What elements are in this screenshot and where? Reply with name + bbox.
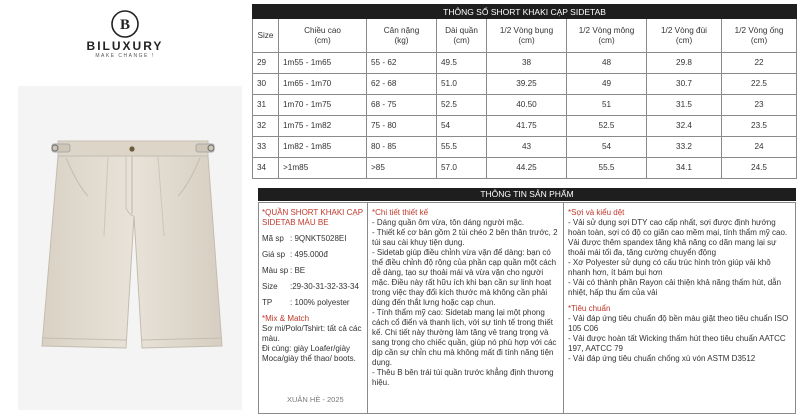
table-cell: 43	[487, 137, 567, 158]
table-cell: 55.5	[567, 158, 647, 179]
table-cell: 34	[253, 158, 279, 179]
khaki-shorts-illustration	[18, 86, 242, 410]
spec-row	[262, 298, 364, 308]
product-photo	[18, 86, 242, 410]
table-cell: 55 - 62	[367, 53, 437, 74]
table-cell: 33	[253, 137, 279, 158]
table-cell: 1m55 - 1m65	[279, 53, 367, 74]
table-cell: 32.4	[647, 116, 722, 137]
table-cell: 1m75 - 1m82	[279, 116, 367, 137]
product-spec-column	[259, 203, 367, 413]
standard-title: *Tiêu chuẩn	[568, 304, 611, 313]
table-cell: 40.50	[487, 95, 567, 116]
column-header: 1/2 Vòng bụng (cm)	[487, 19, 567, 53]
table-row	[253, 158, 797, 179]
spec-row	[262, 266, 364, 276]
table-cell: 39.25	[487, 74, 567, 95]
table-cell: 31	[253, 95, 279, 116]
table-cell: 32	[253, 116, 279, 137]
spec-value: : BE	[290, 266, 306, 275]
table-cell: 49.5	[437, 53, 487, 74]
table-cell: 29.8	[647, 53, 722, 74]
design-detail-column	[367, 203, 563, 413]
table-row	[253, 116, 797, 137]
spec-value: : 9QNKT5028EI	[290, 234, 347, 243]
product-name: *QUẦN SHORT KHAKI CẠP SIDETAB MÀU BE	[262, 208, 363, 227]
table-row	[253, 53, 797, 74]
product-info-box	[258, 202, 796, 414]
table-cell: 24	[722, 137, 797, 158]
season-label: XUÂN HÈ - 2025	[287, 395, 344, 404]
fabric-title: *Sợi và kiểu dệt	[568, 208, 625, 217]
column-header: Cân nặng (kg)	[367, 19, 437, 53]
spec-value: : 100% polyester	[290, 298, 350, 307]
table-cell: 33.2	[647, 137, 722, 158]
table-cell: 23.5	[722, 116, 797, 137]
table-row	[253, 137, 797, 158]
brand-name: BILUXURY	[86, 39, 164, 53]
fabric-column	[563, 203, 795, 413]
mix-match-title: *Mix & Match	[262, 314, 310, 323]
mix-match-text: Sơ mi/Polo/Tshirt: tất cả các màu. Đi cùng: giày Loafer/giày Moca/giày thể thao/ boots.	[262, 324, 362, 363]
spec-key: Giá sp	[262, 250, 286, 259]
table-cell: 44.25	[487, 158, 567, 179]
table-cell: 30.7	[647, 74, 722, 95]
table-cell: 24.5	[722, 158, 797, 179]
design-detail-title: *Chi tiết thiết kế	[372, 208, 429, 217]
column-header: 1/2 Vòng ống (cm)	[722, 19, 797, 53]
brand-mark-letter: B	[119, 17, 131, 33]
table-cell: 1m70 - 1m75	[279, 95, 367, 116]
column-header: 1/2 Vòng mông (cm)	[567, 19, 647, 53]
design-detail-text: - Dáng quần ôm vừa, tôn dáng người mặc. - Thiết kế cơ bản gồm 2 túi chéo 2 bên thân trước, 2 túi sau cài khuy tiện dụng. - Sidetab giúp điều chỉnh vừa vặn để dàng: bạn có thể điều chỉnh độ rộng của phần cạp quần một cách dễ dàng, tạo sự thoải mái và vừa vặn cho người mặc. Điều này rất hữu ích khi bạn cần sự linh hoạt trong việc thay đổi kích thước mà không cần phải dùng đến thắt lưng hoặc cạp chun. - Tính thẩm mỹ cao: Sidetab mang lại một phong cách cổ điển và thanh lịch, với sự tinh tế trong thiết kế. Chi tiết này thường làm tăng vẻ trang trọng và sang trọng cho chiếc quần, giúp nó phù hợp với các dịp cần sự chỉn chu mà không mất đi tính năng tiện dụng. - Thêu B bên trái túi quần trước khẳng định thương hiệu.	[372, 218, 558, 387]
table-cell: 54	[437, 116, 487, 137]
table-cell: 38	[487, 53, 567, 74]
spec-value: : 495.000đ	[290, 250, 328, 259]
spec-key: Size	[262, 282, 278, 291]
table-cell: 29	[253, 53, 279, 74]
spec-key: Màu sp	[262, 266, 289, 275]
brand-logo	[60, 10, 190, 59]
brand-mark-icon	[111, 10, 139, 38]
column-header: Size	[253, 19, 279, 53]
table-cell: 23	[722, 95, 797, 116]
table-cell: 1m65 - 1m70	[279, 74, 367, 95]
spec-value: :29-30-31-32-33-34	[290, 282, 359, 291]
size-chart-title: THÔNG SỐ SHORT KHAKI CẠP SIDETAB	[253, 5, 797, 19]
table-cell: 22.5	[722, 74, 797, 95]
table-row	[253, 95, 797, 116]
spec-row	[262, 282, 364, 292]
table-cell: 62 - 68	[367, 74, 437, 95]
column-header: 1/2 Vòng đùi (cm)	[647, 19, 722, 53]
table-cell: >85	[367, 158, 437, 179]
table-cell: 51	[567, 95, 647, 116]
spec-key: TP	[262, 298, 273, 307]
product-info-title: THÔNG TIN SẢN PHẨM	[258, 188, 796, 201]
spec-row	[262, 250, 364, 260]
column-header: Chiều cao (cm)	[279, 19, 367, 53]
table-cell: 80 - 85	[367, 137, 437, 158]
table-cell: 52.5	[567, 116, 647, 137]
table-cell: 31.5	[647, 95, 722, 116]
column-header: Dài quần (cm)	[437, 19, 487, 53]
size-chart-table	[252, 4, 797, 179]
table-cell: 34.1	[647, 158, 722, 179]
table-cell: 30	[253, 74, 279, 95]
standard-text: - Vải đáp ứng tiêu chuẩn độ bền màu giặt theo tiêu chuẩn ISO 105 C06 - Vải được hoàn tất Wicking thấm hút theo tiêu chuẩn AATCC 197, AATCC 79 - Vải đáp ứng tiêu chuẩn chống xù vón ASTM D3512	[568, 314, 789, 363]
fabric-text: - Vải sử dụng sợi DTY cao cấp nhất, sợi được định hướng hoàn toàn, sợi có độ co giãn cao mềm mại, tính thẩm mỹ cao. Vải được thêm spandex tăng khả năng co dãn mang lại sự thoải mái tối đa, tăng cường chuyển động - Xơ Polyester sử dụng có cấu trúc hình tròn giúp vải khô nhanh hơn, ít bám bụi hơn - Vải có thành phần Rayon cải thiện khả năng thấm hút, dẫn nhiệt, hấp thu ẩm của vải	[568, 218, 788, 297]
spec-key: Mã sp	[262, 234, 284, 243]
table-cell: 49	[567, 74, 647, 95]
table-cell: 52.5	[437, 95, 487, 116]
table-cell: 68 - 75	[367, 95, 437, 116]
table-cell: 41.75	[487, 116, 567, 137]
left-panel	[0, 0, 252, 417]
brand-slogan: MAKE CHANGE !	[95, 53, 155, 59]
table-cell: 54	[567, 137, 647, 158]
table-cell: 75 - 80	[367, 116, 437, 137]
size-chart-header-row	[253, 19, 797, 53]
table-cell: 48	[567, 53, 647, 74]
table-cell: 57.0	[437, 158, 487, 179]
table-cell: 51.0	[437, 74, 487, 95]
spec-row	[262, 234, 364, 244]
table-cell: 1m82 - 1m85	[279, 137, 367, 158]
table-cell: >1m85	[279, 158, 367, 179]
table-row	[253, 74, 797, 95]
table-cell: 22	[722, 53, 797, 74]
table-cell: 55.5	[437, 137, 487, 158]
